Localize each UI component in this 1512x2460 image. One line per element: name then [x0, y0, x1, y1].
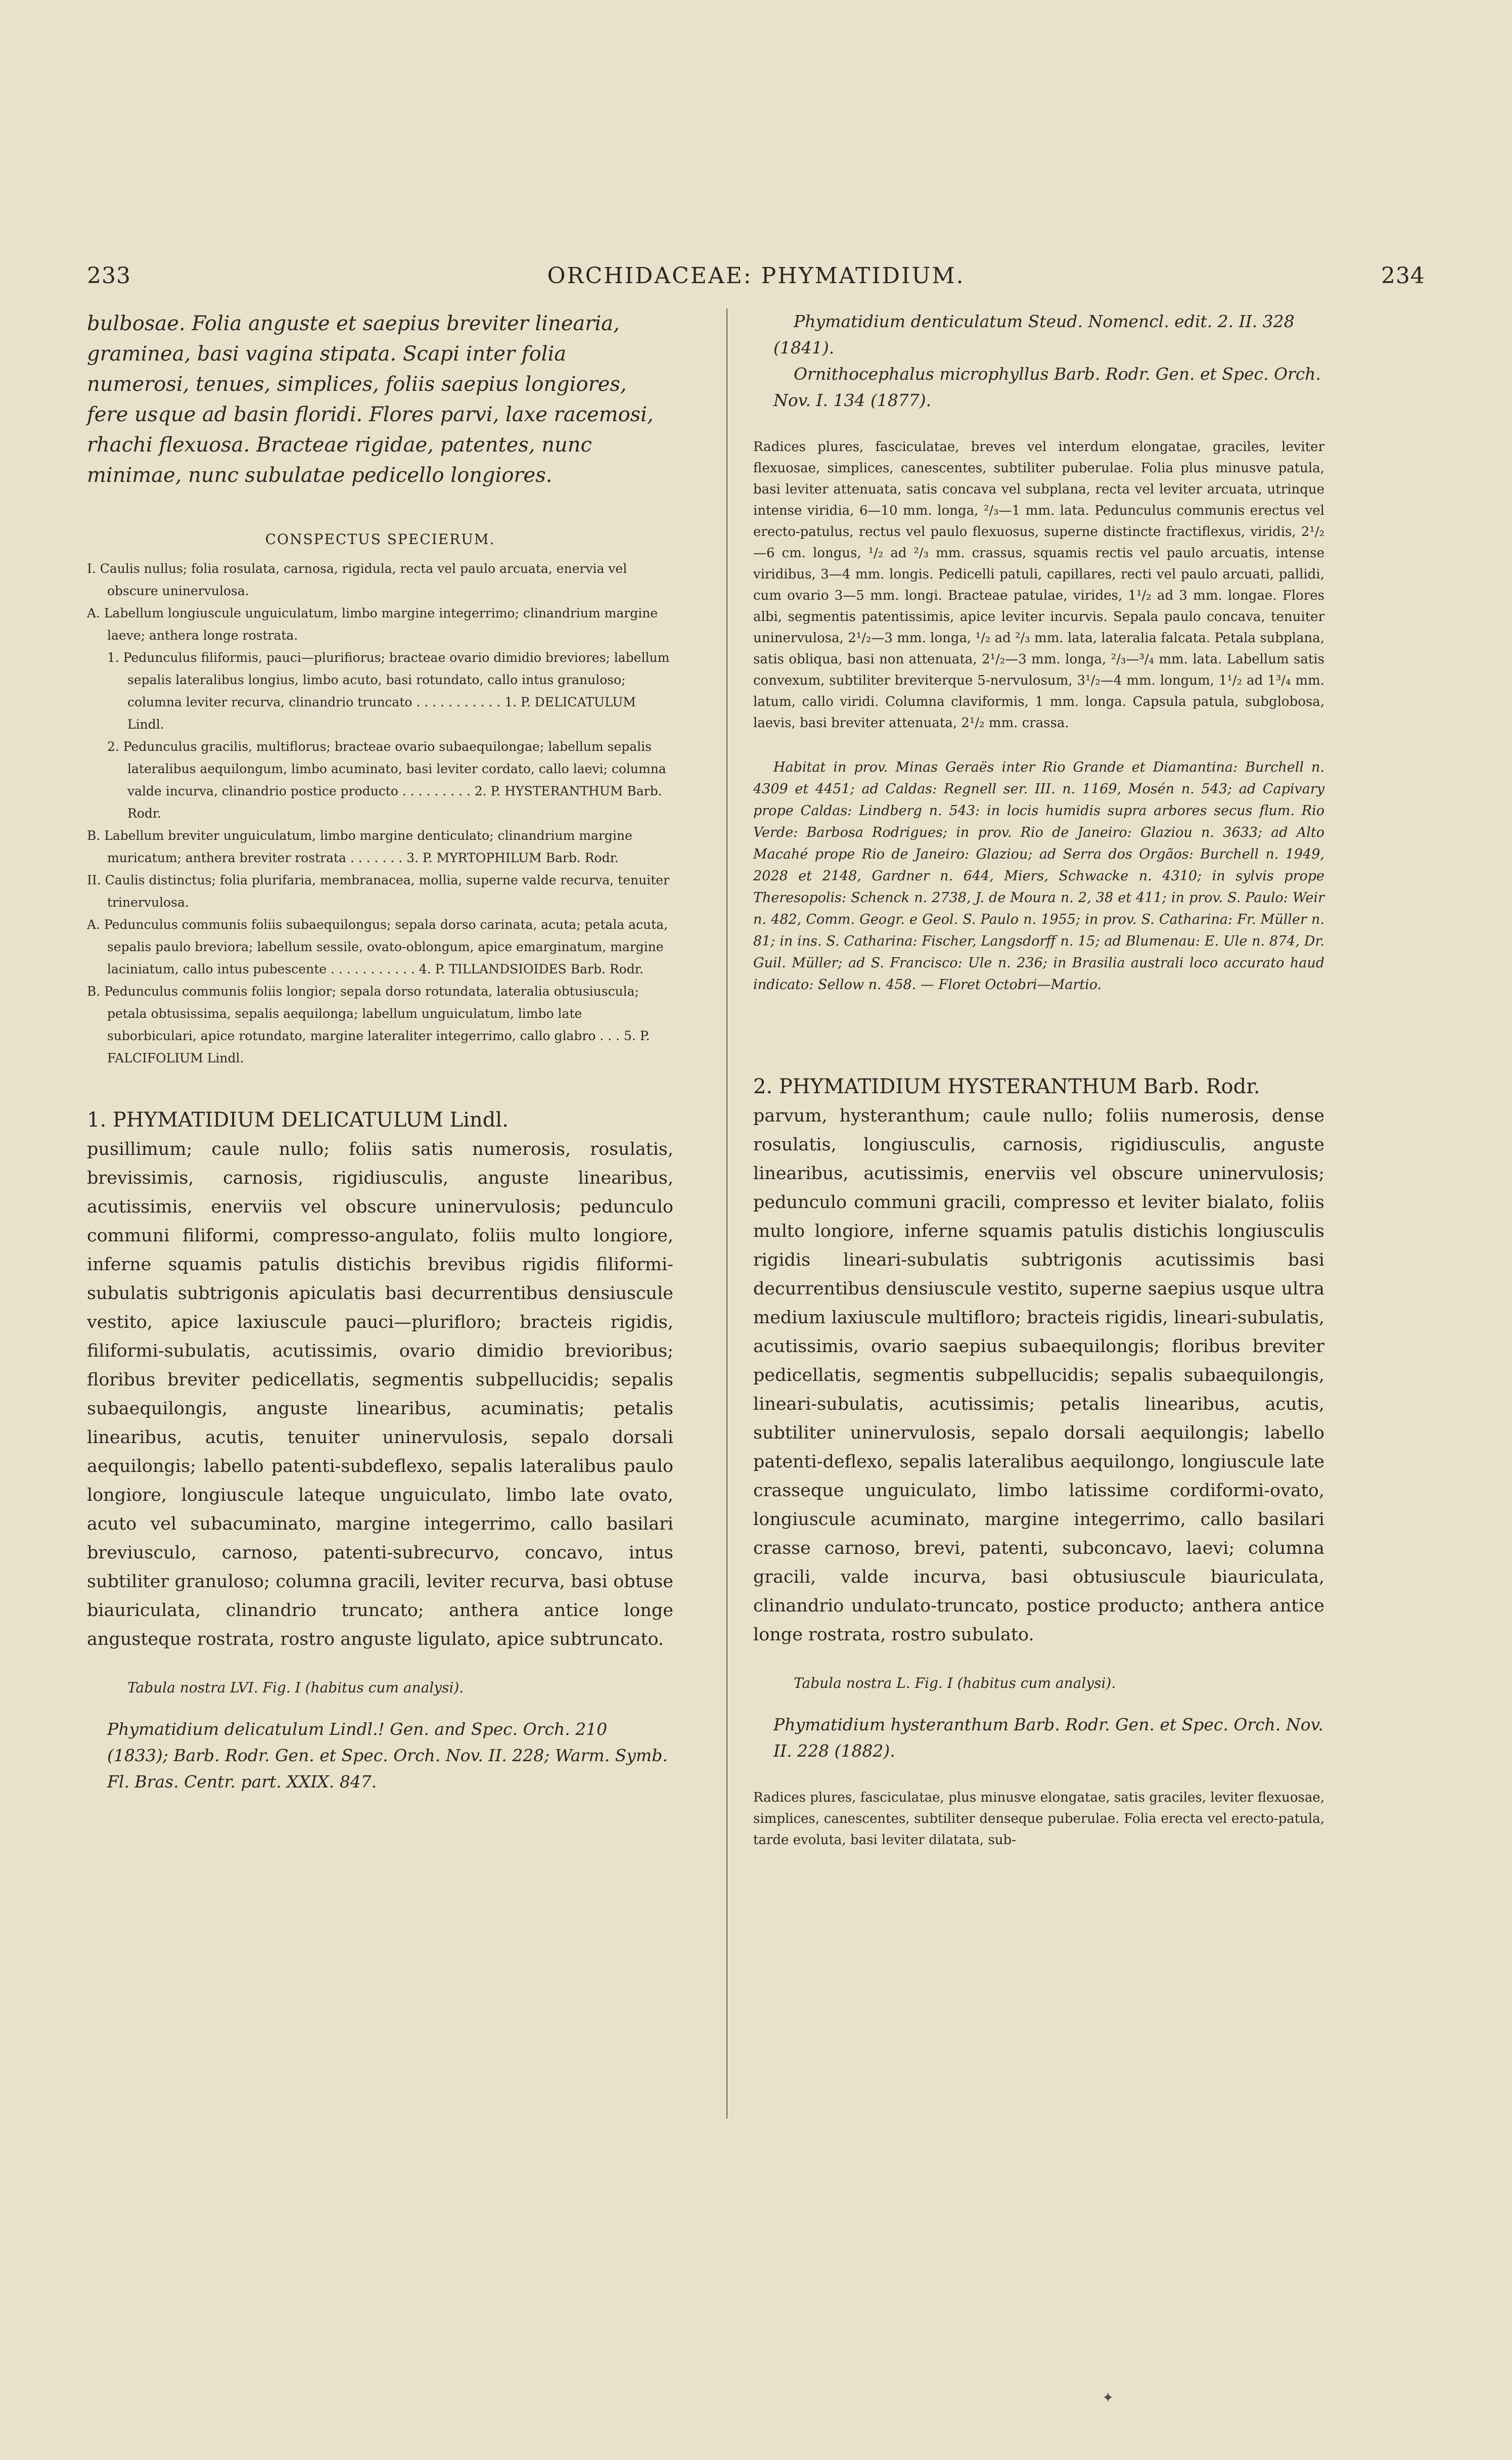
species-2-detailed-description: Radices plures, fasciculatae, plus minusve elongatae, satis graciles, leviter flexuosae, simplices, canescentes, subtiliter denseque puberulae. Folia erecta vel erecto-patula, tarde evoluta, basi leviter dilatata, sub- [753, 1790, 1324, 1848]
species-2-description: parvum, hysteranthum; caule nullo; foliis numerosis, dense rosulatis, longiusculis, carnosis, rigidiusculis, anguste linearibus, acutissimis, enerviis vel obscure uninervulosis; pedunculo communi gracili, compresso et leviter bialato, foliis multo longiore, inferne squamis patulis distichis longiusculis rigidis lineari-subulatis subtrigonis acutissimis basi decurrentibus densiuscule vestito, superne saepius usque ultra medium laxiuscule multifloro; bracteis rigidis, lineari-subulatis, acutissimis, ovario saepius subaequilongis; floribus breviter pedicellatis, segmentis subpellucidis; sepalis subaequilongis, lineari-subulatis, acutissimis; petalis linearibus, acutis, subtiliter uninervulosis, sepalo dorsali aequilongis; labello patenti-deflexo, sepalis lateralibus aequilongo, longiuscule late crasseque unguiculato, limbo latissime cordiformi-ovato, longiuscule acuminato, margine integerrimo, callo basilari crasse carnoso, brevi, patenti, subconcavo, laevi; columna gracili, valde incurva, basi obtusiuscule biauriculata, clinandrio undulato-truncato, postice producto; anthera antice longe rostrata, rostro subulato. [753, 1106, 1324, 1645]
species-1-references: Phymatidium delicatulum Lindl.! Gen. and Spec. Orch. 210 (1833); Barb. Rodr. Gen. et Spec. Orch. Nov. II. 228; Warm. Symb. Fl. Bras. Centr. part. XXIX. 847. [107, 1719, 668, 1792]
key-entry: 2. Pedunculus gracilis, multiflorus; bracteae ovario subaequilongae; labellum sepalis lateralibus aequilongum, limbo acuminato, basi leviter cordato, callo laevi; columna valde incurva, clinandrio postice producto . . . . . . . . . 2. P. HYSTERANTHUM Barb. Rodr. [107, 739, 666, 821]
species-key [87, 558, 673, 1069]
species-1-habitat: Habitat in prov. Minas Geraës inter Rio Grande et Diamantina: Burchell n. 4309 et 4451; ad Caldas: Regnell ser. III. n. 1169, Mosén n. 543; ad Capivary prope Caldas: Lindberg n. 543: in locis humidis supra arbores secus flum. Rio Verde: Barbosa Rodrigues; in prov. Rio de Janeiro: Glaziou n. 3633; ad Alto Macahé prope Rio de Janeiro: Glaziou; ad Serra dos Orgãos: Burchell n. 1949, 2028 et 2148, Gardner n. 644, Miers, Schwacke n. 4310; in sylvis prope Theresopolis: Schenck n. 2738, J. de Moura n. 2, 38 et 411; in prov. S. Paulo: Weir n. 482, Comm. Geogr. e Geol. S. Paulo n. 1955; in prov. S. Catharina: Fr. Müller n. 81; in ins. S. Catharina: Fischer, Langsdorff n. 15; ad Blumenau: E. Ule n. 874, Dr. Guil. Müller; ad S. Francisco: Ule n. 236; in Brasilia australi loco accurato haud indicato: Sellow n. 458. — Floret Octobri—Martio. [753, 759, 1324, 993]
species-1-detailed-description: Radices plures, fasciculatae, breves vel interdum elongatae, graciles, leviter flexuosae, simplices, canescentes, subtiliter puberulae. Folia plus minusve patula, basi leviter attenuata, satis concava vel subplana, recta vel leviter arcuata, utrinque intense viridia, 6—10 mm. longa, ²/₃—1 mm. lata. Pedunculus communis erectus vel erecto-patulus, rectus vel paulo flexuosus, superne distincte fractiflexus, viridis, 2¹/₂—6 cm. longus, ¹/₂ ad ²/₃ mm. crassus, squamis rectis vel paulo arcuatis, intense viridibus, 3—4 mm. longis. Pedicelli patuli, capillares, recti vel paulo arcuati, pallidi, cum ovario 3—5 mm. longi. Bracteae patulae, virides, 1¹/₂ ad 3 mm. longae. Flores albi, segmentis patentissimis, apice leviter incurvis. Sepala paulo concava, tenuiter uninervulosa, 2¹/₂—3 mm. longa, ¹/₂ ad ²/₃ mm. lata, lateralia falcata. Petala subplana, satis obliqua, basi non attenuata, 2¹/₂—3 mm. longa, ²/₃—³/₄ mm. lata. Labellum satis convexum, subtiliter breviterque 5-nervulosum, 3¹/₂—4 mm. longum, 1¹/₂ ad 1³/₄ mm. latum, callo viridi. Columna claviformis, 1 mm. longa. Capsula patula, subglobosa, laevis, basi breviter attenuata, 2¹/₂ mm. crassa. [753, 439, 1324, 731]
key-entry: II. Caulis distinctus; folia plurifaria, membranacea, mollia, superne valde recurva, tenuiter trinervulosa. [87, 873, 670, 910]
species-1-plate-reference: Tabula nostra LVI. Fig. I (habitus cum analysi). [127, 1679, 464, 1696]
key-entry: B. Labellum breviter unguiculatum, limbo margine denticulato; clinandrium margine muricatum; anthera breviter rostrata . . . . . . . 3. P. MYRTOPHILUM Barb. Rodr. [87, 828, 632, 865]
species-2-references: Phymatidium hysteranthum Barb. Rodr. Gen. et Spec. Orch. Nov. II. 228 (1882). [773, 1715, 1323, 1761]
key-entry: A. Labellum longiuscule unguiculatum, limbo margine integerrimo; clinandrium margine laeve; anthera longe rostrata. [87, 606, 658, 643]
right-column [753, 308, 1324, 1851]
genus-intro-text: bulbosae. Folia anguste et saepius breviter linearia, graminea, basi vagina stipata. Scapi inter folia numerosi, tenues, simplices, foliis saepius longiores, fere usque ad basin floridi. Flores parvi, laxe racemosi, rhachi flexuosa. Bracteae rigidae, patentes, nunc minimae, nunc subulatae pedicello longiores. [87, 312, 654, 487]
conspectus-title: CONSPECTUS SPECIERUM. [265, 531, 495, 548]
species-2-plate-reference: Tabula nostra L. Fig. I (habitus cum analysi). [794, 1675, 1116, 1691]
printer-mark: ✦ [1102, 2389, 1114, 2406]
species-2-heading: 2. PHYMATIDIUM HYSTERANTHUM Barb. Rodr. [753, 1075, 1260, 1098]
synonym-reference: Phymatidium denticulatum Steud. Nomencl. edit. 2. II. 328 (1841). [773, 311, 1295, 357]
key-entry: A. Pedunculus communis foliis subaequilongus; sepala dorso carinata, acuta; petala acuta, sepalis paulo breviora; labellum sessile, ovato-oblongum, apice emarginatum, margine laciniatum, callo intus pubescente . . . . . . . . . . . 4. P. TILLANDSIOIDES Barb. Rodr. [87, 917, 668, 976]
species-1-description: pusillimum; caule nullo; foliis satis numerosis, rosulatis, brevissimis, carnosis, rigidiusculis, anguste linearibus, acutissimis, enerviis vel obscure uninervulosis; pedunculo communi filiformi, compresso-angulato, foliis multo longiore, inferne squamis patulis distichis brevibus rigidis filiformi-subulatis subtrigonis apiculatis basi decurrentibus densiuscule vestito, apice laxiuscule pauci—plurifloro; bracteis rigidis, filiformi-subulatis, acutissimis, ovario dimidio brevioribus; floribus breviter pedicellatis, segmentis subpellucidis; sepalis subaequilongis, anguste linearibus, acuminatis; petalis linearibus, acutis, tenuiter uninervulosis, sepalo dorsali aequilongis; labello patenti-subdeflexo, sepalis lateralibus paulo longiore, longiuscule lateque unguiculato, limbo late ovato, acuto vel subacuminato, margine integerrimo, callo basilari breviusculo, carnoso, patenti-subrecurvo, concavo, intus subtiliter granuloso; columna gracili, leviter recurva, basi obtuse biauriculata, clinandrio truncato; anthera antice longe angusteque rostrata, rostro anguste ligulato, apice subtruncato. [87, 1139, 673, 1649]
species-1-heading: 1. PHYMATIDIUM DELICATULUM Lindl. [87, 1108, 509, 1132]
left-column [87, 308, 673, 1818]
page-number-left: 233 [87, 263, 131, 289]
synonym-references [753, 308, 1324, 414]
running-header [87, 263, 1425, 293]
key-entry: B. Pedunculus communis foliis longior; sepala dorso rotundata, lateralia obtusiuscula; petala obtusissima, sepalis aequilonga; labellum unguiculatum, limbo late suborbiculari, apice rotundato, margine lateraliter integerrimo, callo glabro . . . 5. P. FALCIFOLIUM Lindl. [87, 984, 650, 1065]
synonym-reference: Ornithocephalus microphyllus Barb. Rodr. Gen. et Spec. Orch. Nov. I. 134 (1877). [773, 364, 1321, 410]
key-entry: 1. Pedunculus filiformis, pauci—plurifiorus; bracteae ovario dimidio breviores; labellum sepalis lateralibus longius, limbo acuto, basi rotundato, callo intus granuloso; columna leviter recurva, clinandrio truncato . . . . . . . . . . . 1. P. DELICATULUM Lindl. [107, 650, 670, 732]
page-number-right: 234 [1381, 263, 1425, 289]
key-entry: I. Caulis nullus; folia rosulata, carnosa, rigidula, recta vel paulo arcuata, enervia vel obscure uninervulosa. [87, 561, 627, 598]
column-divider [726, 308, 727, 2119]
running-title: ORCHIDACEAE: PHYMATIDIUM. [547, 263, 965, 289]
